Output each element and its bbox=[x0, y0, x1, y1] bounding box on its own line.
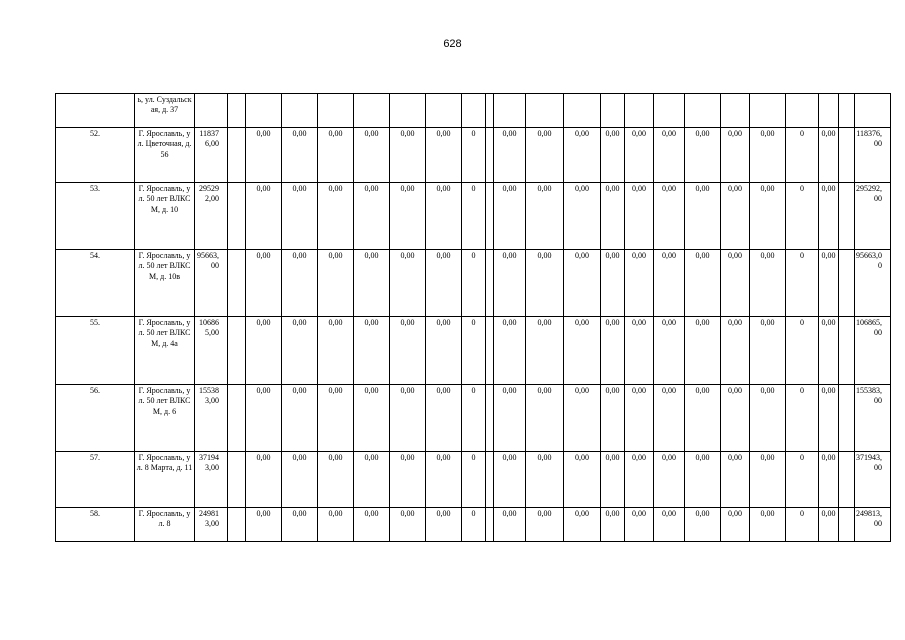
amount-cell: 0,00 bbox=[601, 128, 625, 183]
amount-cell: 0,00 bbox=[564, 128, 601, 183]
address-cell: Г. Ярославль, ул. 50 лет ВЛКСМ, д. 6 bbox=[135, 385, 195, 452]
amount-cell: 0,00 bbox=[654, 508, 685, 542]
table-row bbox=[56, 508, 891, 542]
zero-cell: 0 bbox=[786, 250, 819, 317]
amount-cell: 0,00 bbox=[819, 385, 839, 452]
table-row bbox=[56, 94, 891, 128]
empty-cell bbox=[228, 317, 246, 385]
amount-cell: 0,00 bbox=[721, 128, 750, 183]
amount-cell: 0,00 bbox=[750, 128, 786, 183]
amount-cell: 0,00 bbox=[750, 508, 786, 542]
amount-cell: 0,00 bbox=[390, 317, 426, 385]
empty-cell bbox=[426, 94, 462, 128]
table-row bbox=[56, 128, 891, 183]
amount-cell: 0,00 bbox=[625, 183, 654, 250]
row-number-cell bbox=[56, 94, 135, 128]
empty-cell bbox=[526, 94, 564, 128]
amount-cell: 0,00 bbox=[564, 385, 601, 452]
amount-cell: 0,00 bbox=[426, 452, 462, 508]
empty-cell bbox=[228, 128, 246, 183]
address-cell: Г. Ярославль, ул. 50 лет ВЛКСМ, д. 4а bbox=[135, 317, 195, 385]
zero-cell: 0 bbox=[462, 183, 486, 250]
empty-cell bbox=[486, 94, 494, 128]
amount-cell: 0,00 bbox=[819, 128, 839, 183]
empty-cell bbox=[750, 94, 786, 128]
amount-cell: 0,00 bbox=[494, 385, 526, 452]
amount-cell: 0,00 bbox=[526, 183, 564, 250]
empty-cell bbox=[839, 250, 855, 317]
empty-cell bbox=[486, 385, 494, 452]
zero-cell: 0 bbox=[462, 128, 486, 183]
amount-cell: 0,00 bbox=[721, 508, 750, 542]
amount-cell: 0,00 bbox=[564, 452, 601, 508]
amount-cell: 0,00 bbox=[354, 128, 390, 183]
address-cell: Г. Ярославль, ул. 8 Марта, д. 11 bbox=[135, 452, 195, 508]
amount-cell: 0,00 bbox=[819, 183, 839, 250]
empty-cell bbox=[839, 508, 855, 542]
end-total-cell: 295292,00 bbox=[855, 183, 891, 250]
amount-cell: 0,00 bbox=[601, 250, 625, 317]
amount-cell: 0,00 bbox=[426, 385, 462, 452]
amount-cell: 0,00 bbox=[246, 452, 282, 508]
empty-cell bbox=[462, 94, 486, 128]
empty-cell bbox=[839, 385, 855, 452]
amount-cell: 0,00 bbox=[654, 128, 685, 183]
amount-cell: 0,00 bbox=[390, 508, 426, 542]
amount-cell: 0,00 bbox=[354, 183, 390, 250]
empty-cell bbox=[228, 508, 246, 542]
amount-cell: 0,00 bbox=[654, 452, 685, 508]
amount-cell: 0,00 bbox=[426, 128, 462, 183]
amount-cell: 0,00 bbox=[318, 250, 354, 317]
empty-cell bbox=[494, 94, 526, 128]
empty-cell bbox=[839, 183, 855, 250]
zero-cell: 0 bbox=[462, 250, 486, 317]
amount-cell: 0,00 bbox=[721, 452, 750, 508]
empty-cell bbox=[486, 128, 494, 183]
row-number-cell: 53. bbox=[56, 183, 135, 250]
amount-cell: 0,00 bbox=[601, 183, 625, 250]
table-body bbox=[56, 94, 891, 542]
total-cell: 95663,00 bbox=[195, 250, 228, 317]
amount-cell: 0,00 bbox=[494, 250, 526, 317]
empty-cell bbox=[228, 385, 246, 452]
total-cell: 155383,00 bbox=[195, 385, 228, 452]
end-total-cell: 371943,00 bbox=[855, 452, 891, 508]
amount-cell: 0,00 bbox=[625, 128, 654, 183]
amount-cell: 0,00 bbox=[601, 508, 625, 542]
amount-cell: 0,00 bbox=[282, 250, 318, 317]
amount-cell: 0,00 bbox=[526, 385, 564, 452]
amount-cell: 0,00 bbox=[625, 250, 654, 317]
amount-cell: 0,00 bbox=[750, 317, 786, 385]
amount-cell: 0,00 bbox=[282, 385, 318, 452]
amount-cell: 0,00 bbox=[318, 128, 354, 183]
amount-cell: 0,00 bbox=[564, 508, 601, 542]
amount-cell: 0,00 bbox=[654, 317, 685, 385]
empty-cell bbox=[685, 94, 721, 128]
empty-cell bbox=[318, 94, 354, 128]
empty-cell bbox=[354, 94, 390, 128]
amount-cell: 0,00 bbox=[426, 183, 462, 250]
amount-cell: 0,00 bbox=[246, 128, 282, 183]
end-total-cell: 95663,00 bbox=[855, 250, 891, 317]
empty-cell bbox=[486, 508, 494, 542]
row-number-cell: 55. bbox=[56, 317, 135, 385]
amount-cell: 0,00 bbox=[390, 128, 426, 183]
end-total-cell: 118376,00 bbox=[855, 128, 891, 183]
amount-cell: 0,00 bbox=[625, 317, 654, 385]
amount-cell: 0,00 bbox=[625, 385, 654, 452]
zero-cell: 0 bbox=[462, 385, 486, 452]
amount-cell: 0,00 bbox=[282, 317, 318, 385]
amount-cell: 0,00 bbox=[318, 317, 354, 385]
empty-cell bbox=[855, 94, 891, 128]
empty-cell bbox=[625, 94, 654, 128]
amount-cell: 0,00 bbox=[819, 452, 839, 508]
empty-cell bbox=[228, 94, 246, 128]
address-cell: Г. Ярославль, ул. 8 bbox=[135, 508, 195, 542]
amount-cell: 0,00 bbox=[601, 385, 625, 452]
amount-cell: 0,00 bbox=[654, 385, 685, 452]
table-row bbox=[56, 385, 891, 452]
empty-cell bbox=[246, 94, 282, 128]
address-cell: Г. Ярославль, ул. Цветочная, д. 56 bbox=[135, 128, 195, 183]
total-cell: 249813,00 bbox=[195, 508, 228, 542]
empty-cell bbox=[839, 317, 855, 385]
empty-cell bbox=[819, 94, 839, 128]
amount-cell: 0,00 bbox=[721, 385, 750, 452]
amount-cell: 0,00 bbox=[282, 183, 318, 250]
empty-cell bbox=[228, 183, 246, 250]
budget-table bbox=[55, 93, 891, 542]
row-number-cell: 57. bbox=[56, 452, 135, 508]
amount-cell: 0,00 bbox=[750, 385, 786, 452]
empty-cell bbox=[839, 128, 855, 183]
total-cell: 118376,00 bbox=[195, 128, 228, 183]
empty-cell bbox=[228, 452, 246, 508]
zero-cell: 0 bbox=[786, 385, 819, 452]
amount-cell: 0,00 bbox=[564, 183, 601, 250]
zero-cell: 0 bbox=[786, 128, 819, 183]
amount-cell: 0,00 bbox=[526, 508, 564, 542]
empty-cell bbox=[564, 94, 601, 128]
amount-cell: 0,00 bbox=[246, 508, 282, 542]
empty-cell bbox=[654, 94, 685, 128]
zero-cell: 0 bbox=[462, 508, 486, 542]
row-number-cell: 58. bbox=[56, 508, 135, 542]
amount-cell: 0,00 bbox=[685, 183, 721, 250]
amount-cell: 0,00 bbox=[246, 385, 282, 452]
amount-cell: 0,00 bbox=[685, 508, 721, 542]
empty-cell bbox=[486, 317, 494, 385]
amount-cell: 0,00 bbox=[526, 452, 564, 508]
table-row bbox=[56, 250, 891, 317]
amount-cell: 0,00 bbox=[685, 385, 721, 452]
empty-cell bbox=[390, 94, 426, 128]
amount-cell: 0,00 bbox=[625, 508, 654, 542]
end-total-cell: 155383,00 bbox=[855, 385, 891, 452]
zero-cell: 0 bbox=[786, 317, 819, 385]
row-number-cell: 54. bbox=[56, 250, 135, 317]
amount-cell: 0,00 bbox=[494, 317, 526, 385]
amount-cell: 0,00 bbox=[685, 128, 721, 183]
amount-cell: 0,00 bbox=[526, 250, 564, 317]
empty-cell bbox=[721, 94, 750, 128]
zero-cell: 0 bbox=[462, 317, 486, 385]
empty-cell bbox=[282, 94, 318, 128]
zero-cell: 0 bbox=[786, 183, 819, 250]
empty-cell bbox=[486, 250, 494, 317]
empty-cell bbox=[839, 452, 855, 508]
amount-cell: 0,00 bbox=[354, 508, 390, 542]
row-number-cell: 56. bbox=[56, 385, 135, 452]
amount-cell: 0,00 bbox=[426, 250, 462, 317]
amount-cell: 0,00 bbox=[721, 183, 750, 250]
amount-cell: 0,00 bbox=[526, 317, 564, 385]
amount-cell: 0,00 bbox=[685, 452, 721, 508]
amount-cell: 0,00 bbox=[426, 317, 462, 385]
amount-cell: 0,00 bbox=[750, 452, 786, 508]
amount-cell: 0,00 bbox=[750, 183, 786, 250]
zero-cell: 0 bbox=[786, 452, 819, 508]
amount-cell: 0,00 bbox=[819, 508, 839, 542]
amount-cell: 0,00 bbox=[601, 317, 625, 385]
amount-cell: 0,00 bbox=[721, 250, 750, 317]
amount-cell: 0,00 bbox=[318, 183, 354, 250]
amount-cell: 0,00 bbox=[819, 250, 839, 317]
row-number-cell: 52. bbox=[56, 128, 135, 183]
amount-cell: 0,00 bbox=[721, 317, 750, 385]
amount-cell: 0,00 bbox=[282, 452, 318, 508]
address-cell: Г. Ярославль, ул. 50 лет ВЛКСМ, д. 10 bbox=[135, 183, 195, 250]
amount-cell: 0,00 bbox=[282, 128, 318, 183]
amount-cell: 0,00 bbox=[354, 317, 390, 385]
total-cell: 371943,00 bbox=[195, 452, 228, 508]
table-row bbox=[56, 317, 891, 385]
amount-cell: 0,00 bbox=[390, 452, 426, 508]
amount-cell: 0,00 bbox=[601, 452, 625, 508]
table-row bbox=[56, 452, 891, 508]
amount-cell: 0,00 bbox=[625, 452, 654, 508]
amount-cell: 0,00 bbox=[354, 385, 390, 452]
zero-cell: 0 bbox=[786, 508, 819, 542]
amount-cell: 0,00 bbox=[318, 452, 354, 508]
amount-cell: 0,00 bbox=[494, 128, 526, 183]
amount-cell: 0,00 bbox=[390, 250, 426, 317]
page-number: 628 bbox=[443, 38, 462, 50]
end-total-cell: 106865,00 bbox=[855, 317, 891, 385]
amount-cell: 0,00 bbox=[685, 317, 721, 385]
amount-cell: 0,00 bbox=[654, 183, 685, 250]
amount-cell: 0,00 bbox=[494, 452, 526, 508]
total-cell: 295292,00 bbox=[195, 183, 228, 250]
amount-cell: 0,00 bbox=[564, 317, 601, 385]
amount-cell: 0,00 bbox=[354, 452, 390, 508]
amount-cell: 0,00 bbox=[685, 250, 721, 317]
amount-cell: 0,00 bbox=[246, 183, 282, 250]
amount-cell: 0,00 bbox=[354, 250, 390, 317]
empty-cell bbox=[195, 94, 228, 128]
zero-cell: 0 bbox=[462, 452, 486, 508]
amount-cell: 0,00 bbox=[819, 317, 839, 385]
amount-cell: 0,00 bbox=[246, 317, 282, 385]
amount-cell: 0,00 bbox=[654, 250, 685, 317]
address-cell: Г. Ярославль, ул. 50 лет ВЛКСМ, д. 10в bbox=[135, 250, 195, 317]
empty-cell bbox=[486, 183, 494, 250]
amount-cell: 0,00 bbox=[390, 183, 426, 250]
address-cell: ь, ул. Суздальская, д. 37 bbox=[135, 94, 195, 128]
amount-cell: 0,00 bbox=[246, 250, 282, 317]
amount-cell: 0,00 bbox=[426, 508, 462, 542]
amount-cell: 0,00 bbox=[564, 250, 601, 317]
amount-cell: 0,00 bbox=[318, 385, 354, 452]
empty-cell bbox=[786, 94, 819, 128]
table-row bbox=[56, 183, 891, 250]
end-total-cell: 249813,00 bbox=[855, 508, 891, 542]
empty-cell bbox=[601, 94, 625, 128]
empty-cell bbox=[228, 250, 246, 317]
empty-cell bbox=[486, 452, 494, 508]
total-cell: 106865,00 bbox=[195, 317, 228, 385]
amount-cell: 0,00 bbox=[390, 385, 426, 452]
amount-cell: 0,00 bbox=[526, 128, 564, 183]
empty-cell bbox=[839, 94, 855, 128]
amount-cell: 0,00 bbox=[282, 508, 318, 542]
amount-cell: 0,00 bbox=[750, 250, 786, 317]
amount-cell: 0,00 bbox=[494, 508, 526, 542]
amount-cell: 0,00 bbox=[494, 183, 526, 250]
amount-cell: 0,00 bbox=[318, 508, 354, 542]
